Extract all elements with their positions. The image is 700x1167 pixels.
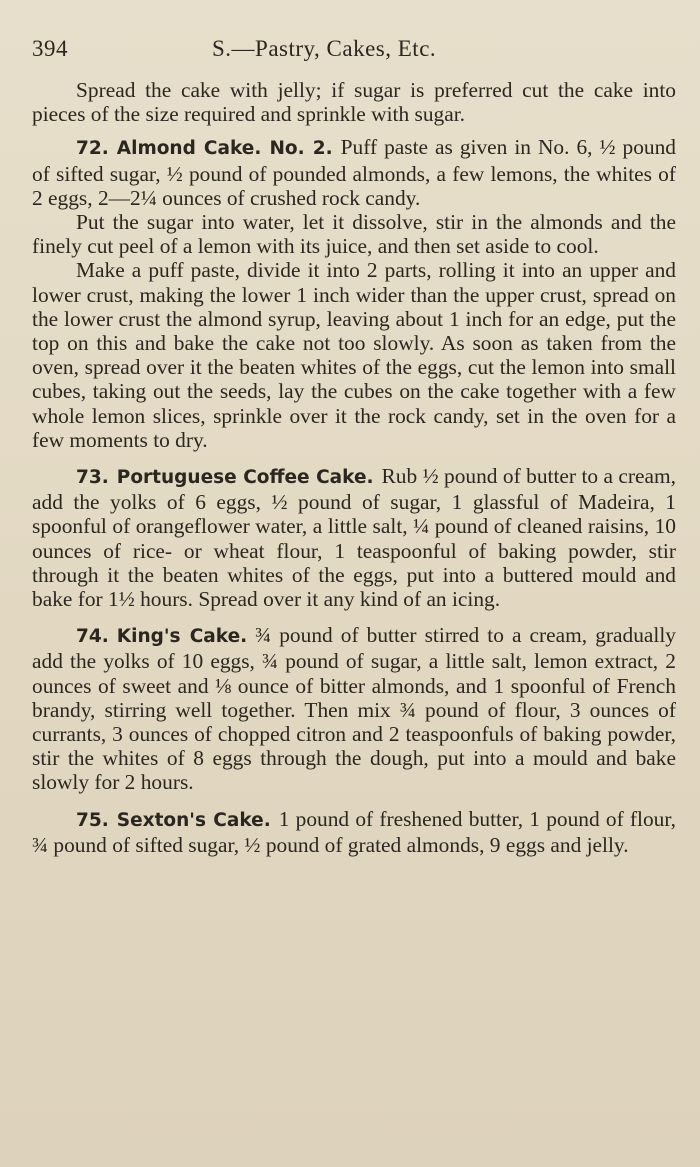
recipe-72 [32,135,676,452]
recipe-text: Rub ½ pound of butter to a cream, add the yolks of 6 eggs, ½ pound of sugar, 1 glassful of Madeira, 1 spoonful of orangeflower water, a little salt, ¼ pound of cleaned raisins, 10 ounces of rice- or wheat flour, 1 teaspoonful of baking powder, stir through it the beaten whites of the eggs, put into a buttered mould and bake for 1½ hours. Spread over it any kind of an icing. [32,464,676,612]
recipe-title: Portuguese Coffee Cake. [116,467,374,489]
running-title: S.—Pastry, Cakes, Etc. [212,36,437,61]
recipe-title: Sexton's Cake. [116,809,271,831]
page-header [32,36,676,66]
recipe-number: 73. [76,467,109,489]
recipe-paragraph: Make a puff paste, divide it into 2 parts, rolling it into an upper and lower crust, making the lower 1 inch wider than the upper crust, spread on the lower crust the almond syrup, leaving about 1 inch for an edge, put the top on this and bake the cake not too slowly. As soon as taken from the oven, spread over it the beaten whites of the eggs, cut the lemon into small cubes, taking out the seeds, lay the cubes on the cake together with a few whole lemon slices, sprinkle over it the rock candy, set in the oven for a few moments to dry. [32,258,676,452]
recipe-75 [32,807,676,857]
recipe-title: Almond Cake. No. 2. [116,138,333,160]
page-body [32,78,676,857]
recipe-paragraph [32,807,676,857]
recipe-text: 1 pound of freshened butter, 1 pound of flour, ¾ pound of sifted sugar, ½ pound of grated almonds, 9 eggs and jelly. [32,806,676,857]
recipe-text: ¾ pound of butter stirred to a cream, gradually add the yolks of 10 eggs, ¾ pound of sugar, a little salt, lemon extract, 2 ounces of sweet and ⅛ ounce of bitter almonds, and 1 spoonful of French brandy, stirring well together. Then mix ¾ pound of flour, 3 ounces of currants, 3 ounces of chopped citron and 2 teaspoonfuls of baking powder, stir the whites of 8 eggs through the dough, put into a mould and bake slowly for 2 hours. [32,623,676,795]
recipe-paragraph: Put the sugar into water, let it dissolve, stir in the almonds and the finely cut peel of a lemon with its juice, and then set aside to cool. [32,210,676,259]
continuation-paragraph: Spread the cake with jelly; if sugar is preferred cut the cake into pieces of the size required and sprinkle with sugar. [32,78,676,127]
recipe-74 [32,623,676,794]
recipe-title: King's Cake. [116,626,248,648]
recipe-paragraph [32,135,676,210]
recipe-paragraph [32,623,676,794]
page-number: 394 [32,36,68,61]
recipe-number: 75. [76,809,109,831]
recipe-number: 74. [76,626,109,648]
recipe-paragraph [32,464,676,611]
recipe-73 [32,464,676,611]
recipe-number: 72. [76,138,109,160]
recipe-text: Puff paste as given in No. 6, ½ pound of sifted sugar, ½ pound of pounded almonds, a few lemons, the whites of 2 eggs, 2—2¼ ounces of crushed rock candy. [32,135,676,210]
